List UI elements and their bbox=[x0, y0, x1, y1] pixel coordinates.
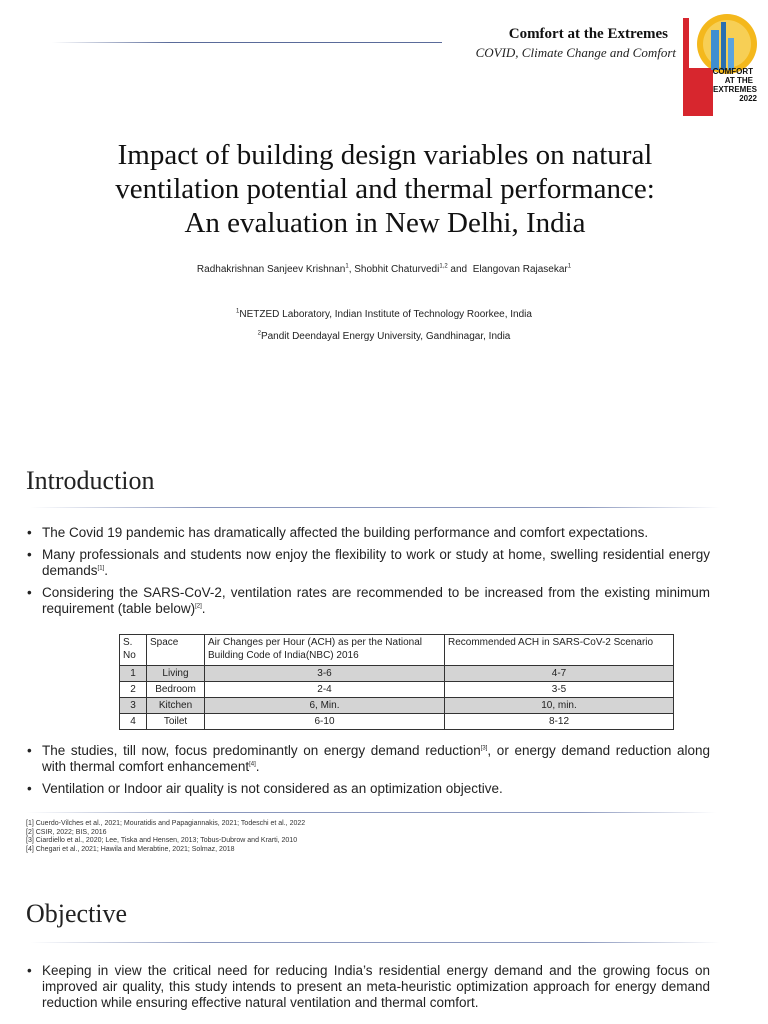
table-cell: Toilet bbox=[147, 714, 205, 730]
author-list bbox=[0, 264, 768, 275]
introduction-rule bbox=[30, 507, 720, 508]
reference-list bbox=[26, 820, 305, 854]
objective-rule bbox=[30, 942, 720, 943]
logo-text-line-3: EXTREMES bbox=[712, 85, 757, 94]
table-row bbox=[120, 682, 674, 698]
bullet-punct: . bbox=[201, 601, 206, 616]
author-name: Shobhit Chaturvedi bbox=[354, 264, 440, 275]
citation-ref: [1] bbox=[97, 565, 105, 572]
table-cell: 1 bbox=[120, 666, 147, 682]
bullet-item bbox=[25, 547, 710, 579]
logo-text-line-2: AT THE bbox=[724, 76, 753, 85]
title-line: ventilation potential and thermal performance: bbox=[115, 173, 655, 205]
paper-title bbox=[60, 138, 710, 240]
table-cell: 6, Min. bbox=[205, 698, 445, 714]
ach-table bbox=[119, 634, 674, 730]
table-row bbox=[120, 666, 674, 682]
bullet-item bbox=[25, 525, 710, 541]
logo-tower bbox=[711, 30, 719, 70]
event-subtitle: COVID, Climate Change and Comfort bbox=[475, 45, 676, 60]
event-title: Comfort at the Extremes bbox=[508, 26, 668, 42]
affiliation-1 bbox=[0, 309, 768, 320]
bullet-item bbox=[25, 963, 710, 1011]
title-line: Impact of building design variables on natural bbox=[117, 139, 653, 171]
logo-text-year: 2022 bbox=[739, 94, 757, 103]
table-cell: 3-5 bbox=[445, 682, 674, 698]
author-affil-sup: 1 bbox=[567, 263, 572, 270]
table-cell: Bedroom bbox=[147, 682, 205, 698]
table-cell: 2-4 bbox=[205, 682, 445, 698]
table-cell: 2 bbox=[120, 682, 147, 698]
affiliation-2 bbox=[0, 331, 768, 342]
table-header-cell: S. No bbox=[120, 635, 147, 666]
introduction-bullets-top bbox=[25, 525, 710, 623]
affiliation-sup: 2 bbox=[257, 330, 261, 337]
bullet-text: Many professionals and students now enjoy the flexibility to work or study at home, swelling residential energy demands bbox=[42, 547, 710, 578]
bullet-text: The Covid 19 pandemic has dramatically affected the building performance and comfort expectations. bbox=[42, 525, 649, 540]
bullet-punct: . bbox=[255, 759, 260, 774]
bullet-text: , or energy demand reduction along with thermal comfort enhancement bbox=[42, 743, 711, 774]
citation-ref: [4] bbox=[249, 761, 256, 768]
logo-text-line-1: COMFORT bbox=[712, 67, 753, 76]
citation-ref: [2] bbox=[195, 603, 202, 610]
table-cell: 4 bbox=[120, 714, 147, 730]
table-header-row bbox=[120, 635, 674, 666]
table-cell: Kitchen bbox=[147, 698, 205, 714]
bullet-text: Ventilation or Indoor air quality is not considered as an optimization objective. bbox=[42, 781, 503, 796]
author-affil-sup: 1 bbox=[345, 263, 349, 270]
reference-item: [2] CSIR, 2022; BIS, 2016 bbox=[26, 828, 107, 836]
table-cell: 3-6 bbox=[205, 666, 445, 682]
header-rule bbox=[52, 42, 442, 43]
objective-bullets bbox=[25, 963, 710, 1017]
author-separator: and bbox=[447, 264, 473, 275]
table-cell: 10, min. bbox=[445, 698, 674, 714]
bullet-text: Keeping in view the critical need for reducing India’s residential energy demand and the growing focus on improved air quality, this study intends to present an meta-heuristic optimization approach for energy demand reduction while ensuring effective natural ventilation and thermal comfort. bbox=[42, 963, 710, 1010]
title-line: An evaluation in New Delhi, India bbox=[184, 207, 586, 239]
introduction-heading: Introduction bbox=[26, 466, 155, 495]
objective-heading: Objective bbox=[26, 899, 128, 928]
table-cell: 3 bbox=[120, 698, 147, 714]
affiliation-sup: 1 bbox=[236, 308, 240, 315]
affiliation-text: NETZED Laboratory, Indian Institute of Technology Roorkee, India bbox=[239, 309, 532, 320]
citation-ref: [3] bbox=[480, 745, 488, 752]
table-row bbox=[120, 698, 674, 714]
author-name: Elangovan Rajasekar bbox=[472, 264, 568, 275]
table-cell: 6-10 bbox=[205, 714, 445, 730]
table-header-cell: Air Changes per Hour (ACH) as per the National Building Code of India(NBC) 2016 bbox=[205, 635, 445, 666]
bullet-item bbox=[25, 743, 710, 775]
table-cell: 4-7 bbox=[445, 666, 674, 682]
bullet-text: The studies, till now, focus predominantly on energy demand reduction bbox=[42, 743, 481, 758]
affiliation-text: Pandit Deendayal Energy University, Gandhinagar, India bbox=[260, 331, 511, 342]
table-row bbox=[120, 714, 674, 730]
author-separator: , bbox=[348, 264, 355, 275]
bullet-item bbox=[25, 781, 710, 797]
author-name: Radhakrishnan Sanjeev Krishnan bbox=[196, 264, 346, 275]
introduction-bullets-bottom bbox=[25, 743, 710, 803]
table-cell: 8-12 bbox=[445, 714, 674, 730]
reference-item: [1] Cuerdo-Vilches et al., 2021; Mouratidis and Papagiannakis, 2021; Todeschi et al., 2022 bbox=[26, 820, 306, 827]
references-rule bbox=[26, 812, 716, 813]
reference-item: [4] Chegari et al., 2021; Hawila and Merabtine, 2021; Solmaz, 2018 bbox=[26, 845, 235, 853]
bullet-text: Considering the SARS-CoV-2, ventilation rates are recommended to be increased from the existing minimum requirement (table below) bbox=[42, 585, 710, 616]
table-header-cell: Recommended ACH in SARS-CoV-2 Scenario bbox=[445, 635, 674, 666]
reference-item: [3] Ciardiello et al., 2020; Lee, Tiska and Hensen, 2013; Tobus-Dubrow and Krarti, 2010 bbox=[26, 837, 298, 844]
author-affil-sup: 1,2 bbox=[439, 263, 448, 270]
conference-logo bbox=[683, 8, 761, 118]
bullet-item bbox=[25, 585, 710, 617]
table-cell: Living bbox=[147, 666, 205, 682]
table-header-cell: Space bbox=[147, 635, 205, 666]
bullet-punct: . bbox=[104, 563, 108, 578]
